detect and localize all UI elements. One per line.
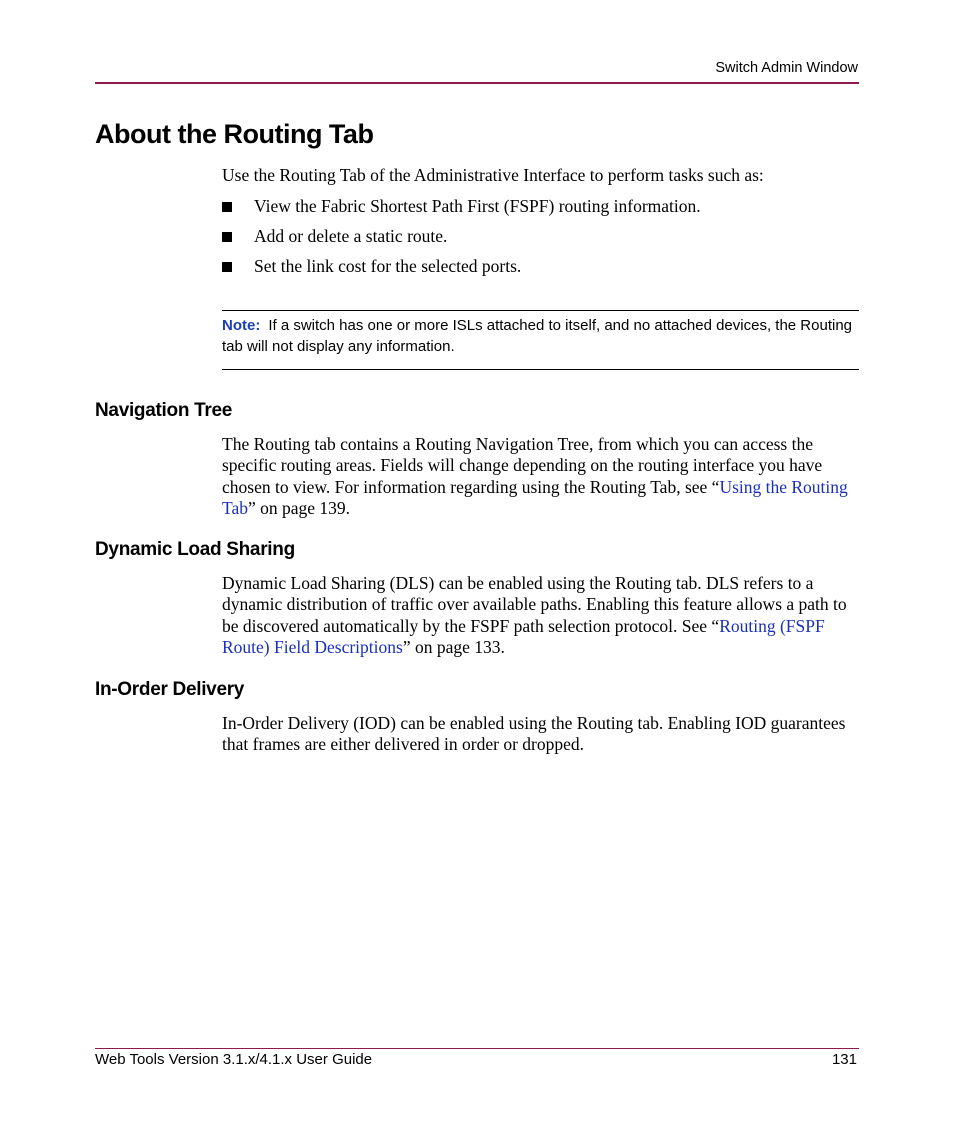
bullet-square-icon: [222, 232, 232, 242]
list-item-text: Set the link cost for the selected ports.: [254, 256, 522, 276]
dynamic-load-sharing-paragraph: [222, 573, 858, 658]
note-top-rule: [222, 310, 859, 311]
note-text: If a switch has one or more ISLs attached to itself, and no attached devices, the Routing tab will not display any information.: [222, 317, 853, 355]
list-item-text: View the Fabric Shortest Path First (FSPF) routing information.: [254, 196, 701, 216]
bullet-square-icon: [222, 262, 232, 272]
intro-paragraph: Use the Routing Tab of the Administrative Interface to perform tasks such as:: [222, 165, 764, 185]
using-routing-tab-link[interactable]: Using the Routing Tab: [222, 476, 848, 518]
navigation-tree-paragraph: [222, 434, 858, 519]
paragraph-text: The Routing tab contains a Routing Navigation Tree, from which you can access the specific routing areas. Fields will change depending on the routing interface you have chosen to view. For information regarding using the Routing Tab, see “: [222, 434, 823, 497]
list-item: [222, 225, 447, 247]
paragraph-text: ” on page 139.: [248, 497, 351, 518]
in-order-delivery-paragraph: In-Order Delivery (IOD) can be enabled using the Routing tab. Enabling IOD guarantees that frames are either delivered in order or dropped.: [222, 713, 846, 755]
running-header: Switch Admin Window: [715, 60, 858, 76]
note-label: Note:: [222, 317, 261, 334]
header-rule: [95, 82, 859, 84]
fspf-route-descriptions-link[interactable]: Routing (FSPF Route) Field Descriptions: [222, 615, 825, 657]
note-bottom-rule: [222, 369, 859, 370]
section-title-navigation-tree: Navigation Tree: [95, 400, 232, 421]
section-title-in-order-delivery: In-Order Delivery: [95, 679, 245, 700]
footer-rule: [95, 1048, 859, 1049]
footer-page-number: 131: [831, 1051, 857, 1068]
footer-guide-title: Web Tools Version 3.1.x/4.1.x User Guide: [95, 1051, 373, 1068]
section-title-dynamic-load-sharing: Dynamic Load Sharing: [95, 539, 295, 560]
list-item: [222, 255, 521, 277]
paragraph-text: ” on page 133.: [402, 636, 505, 657]
list-item: [222, 195, 701, 217]
list-item-text: Add or delete a static route.: [254, 226, 448, 246]
bullet-square-icon: [222, 202, 232, 212]
note-box: [222, 315, 859, 357]
page-title: About the Routing Tab: [95, 119, 374, 149]
paragraph-text: Dynamic Load Sharing (DLS) can be enabled using the Routing tab. DLS refers to a dynamic distribution of traffic over available paths. Enabling this feature allows a path to be discovered automatically by the FSPF path selection protocol. See “: [222, 573, 847, 636]
